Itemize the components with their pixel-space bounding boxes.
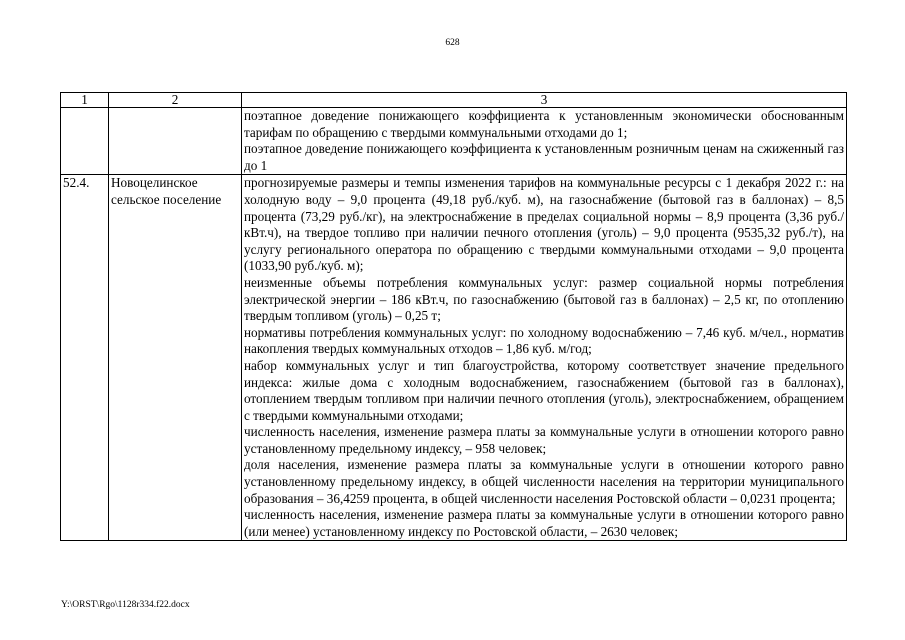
paragraph: нормативы потребления коммунальных услуг: по холодному водоснабжению – 7,46 куб. м/чел., норматив накопления твердых коммунальных отходов – 1,86 куб. м/год; xyxy=(244,324,844,357)
table-row-continuation xyxy=(61,108,847,175)
table-row xyxy=(61,175,847,541)
cell-empty-name xyxy=(109,108,242,175)
paragraph: набор коммунальных услуг и тип благоустройства, которому соответствует значение предельного индекса: жилые дома с холодным водоснабжением, газоснабжением (бытовой газ в баллонах), отоплением твердым топливом при наличии печного отопления (уголь), электроснабжением, обращением с твердыми коммунальными отходами; xyxy=(244,357,844,423)
paragraph: поэтапное доведение понижающего коэффициента к установленным розничным ценам на сжиженный газ до 1 xyxy=(244,141,844,173)
paragraph: поэтапное доведение понижающего коэффициента к установленным экономически обоснованным тарифам по обращению с твердыми коммунальными отходами до 1; xyxy=(244,108,844,140)
paragraph: неизменные объемы потребления коммунальных услуг: размер социальной нормы потребления электрической энергии – 186 кВт.ч, по газоснабжению (бытовой газ в баллонах) – 2,5 кг, по отоплению твердым топливом (уголь) – 0,25 т; xyxy=(244,274,844,324)
cell-row-text xyxy=(242,175,847,541)
header-col-2: 2 xyxy=(109,93,242,108)
cell-continuation-text xyxy=(242,108,847,175)
page-number: 628 xyxy=(445,38,460,48)
paragraph: численность населения, изменение размера платы за коммунальные услуги в отношении которого равно установленному предельному индексу, – 958 человек; xyxy=(244,424,844,456)
municipality-name: Новоцелинское сельское поселение xyxy=(109,175,242,541)
paragraph: доля населения, изменение размера платы за коммунальные услуги в отношении которого равно установленному предельному индексу, в общей численности населения на территории муниципального образования – 36,4259 процента, в общей численности населения Ростовской области – 0,0231 процента; xyxy=(244,457,844,506)
header-col-3: 3 xyxy=(242,93,847,108)
cell-empty-number xyxy=(61,108,109,175)
header-col-1: 1 xyxy=(61,93,109,108)
paragraph: численность населения, изменение размера платы за коммунальные услуги в отношении которого равно (или менее) установленному индексу по Ростовской области, – 2630 человек; xyxy=(244,507,844,539)
paragraph: прогнозируемые размеры и темпы изменения тарифов на коммунальные ресурсы с 1 декабря 2022 г.: на холодную воду – 9,0 процента (49,18 руб./куб. м), на газоснабжение (бытовой газ в баллонах) – 8,5 процента (73,29 руб./кг), на электроснабжение в пределах социальной нормы – 8,9 процента (3,36 руб./кВт.ч), на твердое топливо при наличии печного отопления (уголь) – 9,0 процента (9535,32 руб./т), на услугу регионального оператора по обращению с твердыми коммунальными отходами – 9,0 процента (1033,90 руб./куб. м); xyxy=(244,175,844,274)
file-path-footer: Y:\ORST\Rgo\1128r334.f22.docx xyxy=(61,600,190,610)
row-number: 52.4. xyxy=(61,175,109,541)
table-header-row xyxy=(61,93,847,108)
document-table xyxy=(60,92,847,541)
